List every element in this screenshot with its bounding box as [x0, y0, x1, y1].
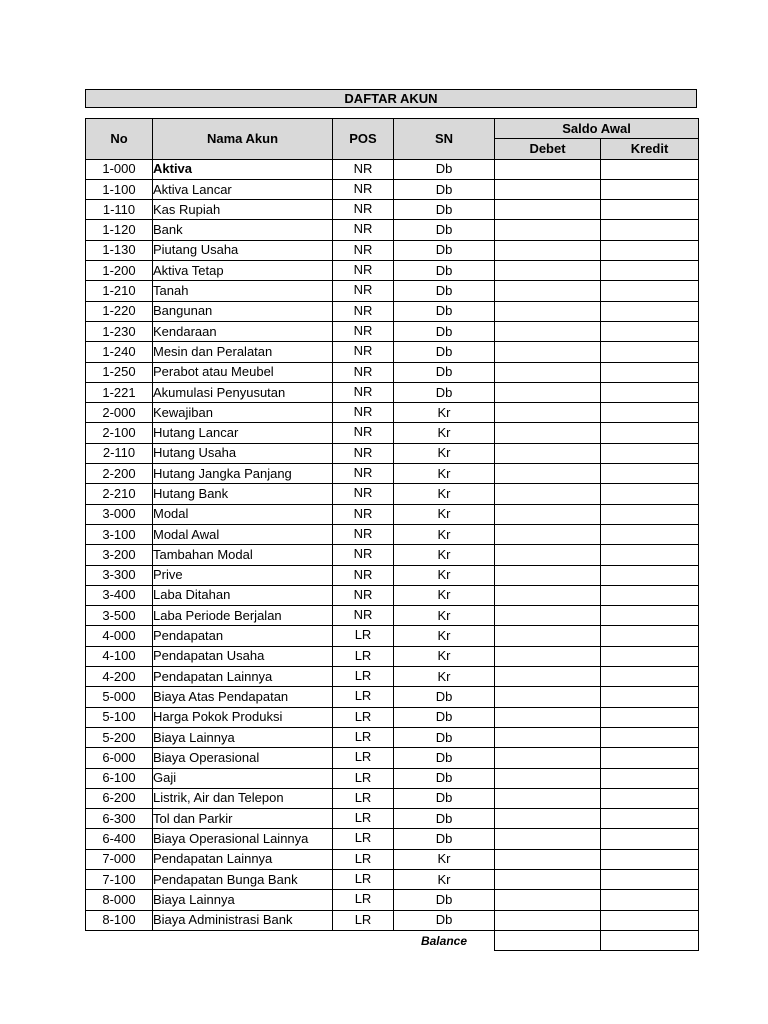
account-pos-cell: LR — [333, 768, 394, 788]
account-no-cell: 2-110 — [86, 443, 153, 463]
kredit-input-cell[interactable] — [601, 667, 699, 687]
account-pos-cell: NR — [333, 606, 394, 626]
debet-input-cell[interactable] — [495, 809, 601, 829]
account-table — [85, 118, 699, 951]
account-name-cell: Biaya Lainnya — [153, 727, 333, 747]
account-sn-cell: Db — [394, 687, 495, 707]
debet-input-cell[interactable] — [495, 849, 601, 869]
account-pos-cell: NR — [333, 484, 394, 504]
table-row — [86, 403, 699, 423]
account-name-cell: Bangunan — [153, 301, 333, 321]
debet-input-cell[interactable] — [495, 626, 601, 646]
account-no-cell: 8-100 — [86, 910, 153, 930]
kredit-input-cell[interactable] — [601, 321, 699, 341]
account-no-cell: 5-200 — [86, 727, 153, 747]
debet-input-cell[interactable] — [495, 382, 601, 402]
account-sn-cell: Kr — [394, 504, 495, 524]
account-no-cell: 4-100 — [86, 646, 153, 666]
account-no-cell: 1-000 — [86, 159, 153, 179]
kredit-input-cell[interactable] — [601, 869, 699, 889]
kredit-input-cell[interactable] — [601, 606, 699, 626]
debet-input-cell[interactable] — [495, 606, 601, 626]
table-row — [86, 768, 699, 788]
account-name-cell: Modal — [153, 504, 333, 524]
kredit-input-cell[interactable] — [601, 545, 699, 565]
account-name-cell: Biaya Atas Pendapatan — [153, 687, 333, 707]
account-pos-cell: NR — [333, 423, 394, 443]
account-pos-cell: NR — [333, 504, 394, 524]
debet-input-cell[interactable] — [495, 443, 601, 463]
table-row — [86, 809, 699, 829]
account-pos-cell: NR — [333, 240, 394, 260]
account-no-cell: 1-250 — [86, 362, 153, 382]
account-sn-cell: Kr — [394, 443, 495, 463]
table-row — [86, 849, 699, 869]
debet-input-cell[interactable] — [495, 464, 601, 484]
kredit-input-cell[interactable] — [601, 281, 699, 301]
table-row — [86, 220, 699, 240]
kredit-input-cell[interactable] — [601, 159, 699, 179]
account-name-cell: Piutang Usaha — [153, 240, 333, 260]
account-no-cell: 5-000 — [86, 687, 153, 707]
account-no-cell: 2-200 — [86, 464, 153, 484]
account-no-cell: 1-100 — [86, 179, 153, 199]
account-rows — [86, 159, 699, 930]
account-no-cell: 8-000 — [86, 890, 153, 910]
account-no-cell: 6-100 — [86, 768, 153, 788]
kredit-input-cell[interactable] — [601, 646, 699, 666]
debet-input-cell[interactable] — [495, 565, 601, 585]
debet-input-cell[interactable] — [495, 484, 601, 504]
table-row — [86, 646, 699, 666]
account-no-cell: 3-200 — [86, 545, 153, 565]
table-row — [86, 829, 699, 849]
kredit-input-cell[interactable] — [601, 443, 699, 463]
account-no-cell: 3-400 — [86, 585, 153, 605]
debet-input-cell[interactable] — [495, 504, 601, 524]
account-no-cell: 1-130 — [86, 240, 153, 260]
account-sn-cell: Db — [394, 727, 495, 747]
account-sn-cell: Db — [394, 890, 495, 910]
debet-input-cell[interactable] — [495, 545, 601, 565]
kredit-input-cell[interactable] — [601, 484, 699, 504]
account-no-cell: 2-210 — [86, 484, 153, 504]
account-pos-cell: LR — [333, 727, 394, 747]
account-sn-cell: Kr — [394, 585, 495, 605]
kredit-input-cell[interactable] — [601, 382, 699, 402]
account-no-cell: 3-300 — [86, 565, 153, 585]
account-name-cell: Pendapatan Bunga Bank — [153, 869, 333, 889]
account-pos-cell: LR — [333, 707, 394, 727]
account-name-cell: Biaya Administrasi Bank — [153, 910, 333, 930]
debet-input-cell[interactable] — [495, 585, 601, 605]
account-pos-cell: NR — [333, 464, 394, 484]
account-sn-cell: Db — [394, 748, 495, 768]
account-sn-cell: Db — [394, 342, 495, 362]
account-sn-cell: Db — [394, 159, 495, 179]
account-name-cell: Biaya Operasional Lainnya — [153, 829, 333, 849]
account-no-cell: 7-100 — [86, 869, 153, 889]
account-sn-cell: Db — [394, 261, 495, 281]
debet-input-cell[interactable] — [495, 281, 601, 301]
account-sn-cell: Db — [394, 301, 495, 321]
account-pos-cell: NR — [333, 443, 394, 463]
account-sn-cell: Db — [394, 788, 495, 808]
account-sn-cell: Db — [394, 321, 495, 341]
account-pos-cell: NR — [333, 403, 394, 423]
account-name-cell: Aktiva Tetap — [153, 261, 333, 281]
debet-input-cell[interactable] — [495, 261, 601, 281]
account-no-cell: 1-120 — [86, 220, 153, 240]
account-pos-cell: LR — [333, 869, 394, 889]
kredit-input-cell[interactable] — [601, 342, 699, 362]
debet-input-cell[interactable] — [495, 748, 601, 768]
account-name-cell: Perabot atau Meubel — [153, 362, 333, 382]
account-name-cell: Hutang Jangka Panjang — [153, 464, 333, 484]
debet-input-cell[interactable] — [495, 403, 601, 423]
account-name-cell: Gaji — [153, 768, 333, 788]
debet-input-cell[interactable] — [495, 362, 601, 382]
debet-input-cell[interactable] — [495, 423, 601, 443]
table-row — [86, 301, 699, 321]
account-name-cell: Tambahan Modal — [153, 545, 333, 565]
account-name-cell: Biaya Operasional — [153, 748, 333, 768]
account-sn-cell: Db — [394, 809, 495, 829]
table-row — [86, 423, 699, 443]
balance-spacer — [86, 930, 153, 950]
account-pos-cell: LR — [333, 748, 394, 768]
balance-spacer — [153, 930, 333, 950]
account-name-cell: Bank — [153, 220, 333, 240]
debet-input-cell[interactable] — [495, 890, 601, 910]
header-nama-akun: Nama Akun — [153, 119, 333, 160]
kredit-input-cell[interactable] — [601, 829, 699, 849]
account-pos-cell: NR — [333, 524, 394, 544]
account-no-cell: 1-230 — [86, 321, 153, 341]
debet-input-cell[interactable] — [495, 179, 601, 199]
account-pos-cell: LR — [333, 687, 394, 707]
kredit-input-cell[interactable] — [601, 220, 699, 240]
table-row — [86, 910, 699, 930]
debet-input-cell[interactable] — [495, 869, 601, 889]
kredit-input-cell[interactable] — [601, 565, 699, 585]
account-sn-cell: Db — [394, 200, 495, 220]
debet-input-cell[interactable] — [495, 524, 601, 544]
table-row — [86, 545, 699, 565]
table-row — [86, 504, 699, 524]
table-row — [86, 362, 699, 382]
kredit-input-cell[interactable] — [601, 849, 699, 869]
account-no-cell: 6-300 — [86, 809, 153, 829]
kredit-input-cell[interactable] — [601, 890, 699, 910]
account-name-cell: Harga Pokok Produksi — [153, 707, 333, 727]
account-no-cell: 1-221 — [86, 382, 153, 402]
account-name-cell: Hutang Usaha — [153, 443, 333, 463]
account-no-cell: 1-110 — [86, 200, 153, 220]
account-no-cell: 2-100 — [86, 423, 153, 443]
account-pos-cell: NR — [333, 261, 394, 281]
account-no-cell: 6-400 — [86, 829, 153, 849]
kredit-input-cell[interactable] — [601, 362, 699, 382]
debet-input-cell[interactable] — [495, 220, 601, 240]
kredit-input-cell[interactable] — [601, 423, 699, 443]
header-sn: SN — [394, 119, 495, 160]
account-sn-cell: Kr — [394, 606, 495, 626]
kredit-input-cell[interactable] — [601, 809, 699, 829]
account-sn-cell: Kr — [394, 423, 495, 443]
account-no-cell: 3-100 — [86, 524, 153, 544]
header-kredit: Kredit — [601, 139, 699, 159]
table-row — [86, 240, 699, 260]
debet-input-cell[interactable] — [495, 667, 601, 687]
account-pos-cell: LR — [333, 788, 394, 808]
table-row — [86, 261, 699, 281]
account-name-cell: Kas Rupiah — [153, 200, 333, 220]
account-sn-cell: Kr — [394, 524, 495, 544]
account-no-cell: 3-500 — [86, 606, 153, 626]
account-name-cell: Prive — [153, 565, 333, 585]
table-row — [86, 464, 699, 484]
balance-debet-cell[interactable] — [495, 930, 601, 950]
debet-input-cell[interactable] — [495, 829, 601, 849]
table-row — [86, 159, 699, 179]
account-pos-cell: LR — [333, 849, 394, 869]
balance-kredit-cell[interactable] — [601, 930, 699, 950]
account-no-cell: 2-000 — [86, 403, 153, 423]
account-sn-cell: Db — [394, 240, 495, 260]
table-row — [86, 321, 699, 341]
debet-input-cell[interactable] — [495, 707, 601, 727]
kredit-input-cell[interactable] — [601, 240, 699, 260]
account-sn-cell: Db — [394, 220, 495, 240]
debet-input-cell[interactable] — [495, 321, 601, 341]
debet-input-cell[interactable] — [495, 768, 601, 788]
kredit-input-cell[interactable] — [601, 626, 699, 646]
kredit-input-cell[interactable] — [601, 504, 699, 524]
account-sn-cell: Db — [394, 910, 495, 930]
account-pos-cell: NR — [333, 565, 394, 585]
debet-input-cell[interactable] — [495, 727, 601, 747]
account-pos-cell: LR — [333, 626, 394, 646]
account-name-cell: Laba Periode Berjalan — [153, 606, 333, 626]
account-no-cell: 6-000 — [86, 748, 153, 768]
account-name-cell: Pendapatan — [153, 626, 333, 646]
account-pos-cell: LR — [333, 667, 394, 687]
header-no: No — [86, 119, 153, 160]
kredit-input-cell[interactable] — [601, 179, 699, 199]
header-pos: POS — [333, 119, 394, 160]
account-no-cell: 5-100 — [86, 707, 153, 727]
table-row — [86, 707, 699, 727]
account-no-cell: 4-000 — [86, 626, 153, 646]
kredit-input-cell[interactable] — [601, 748, 699, 768]
kredit-input-cell[interactable] — [601, 687, 699, 707]
debet-input-cell[interactable] — [495, 788, 601, 808]
page-title: DAFTAR AKUN — [85, 89, 697, 108]
account-sn-cell: Kr — [394, 565, 495, 585]
account-pos-cell: NR — [333, 220, 394, 240]
account-name-cell: Laba Ditahan — [153, 585, 333, 605]
account-sn-cell: Db — [394, 362, 495, 382]
account-pos-cell: NR — [333, 281, 394, 301]
debet-input-cell[interactable] — [495, 200, 601, 220]
account-name-cell: Modal Awal — [153, 524, 333, 544]
balance-row — [86, 930, 699, 950]
account-sn-cell: Kr — [394, 545, 495, 565]
account-pos-cell: NR — [333, 159, 394, 179]
kredit-input-cell[interactable] — [601, 585, 699, 605]
account-name-cell: Pendapatan Lainnya — [153, 667, 333, 687]
kredit-input-cell[interactable] — [601, 727, 699, 747]
account-no-cell: 3-000 — [86, 504, 153, 524]
debet-input-cell[interactable] — [495, 240, 601, 260]
table-row — [86, 524, 699, 544]
account-pos-cell: LR — [333, 809, 394, 829]
account-no-cell: 1-200 — [86, 261, 153, 281]
account-name-cell: Biaya Lainnya — [153, 890, 333, 910]
account-name-cell: Hutang Lancar — [153, 423, 333, 443]
account-no-cell: 1-210 — [86, 281, 153, 301]
kredit-input-cell[interactable] — [601, 200, 699, 220]
account-sn-cell: Db — [394, 829, 495, 849]
debet-input-cell[interactable] — [495, 646, 601, 666]
account-sn-cell: Kr — [394, 869, 495, 889]
account-name-cell: Akumulasi Penyusutan — [153, 382, 333, 402]
table-row — [86, 890, 699, 910]
account-name-cell: Aktiva Lancar — [153, 179, 333, 199]
table-row — [86, 788, 699, 808]
account-no-cell: 4-200 — [86, 667, 153, 687]
table-row — [86, 565, 699, 585]
table-row — [86, 667, 699, 687]
account-no-cell: 6-200 — [86, 788, 153, 808]
account-sn-cell: Db — [394, 768, 495, 788]
account-no-cell: 1-240 — [86, 342, 153, 362]
account-pos-cell: NR — [333, 585, 394, 605]
account-pos-cell: LR — [333, 910, 394, 930]
account-pos-cell: NR — [333, 382, 394, 402]
kredit-input-cell[interactable] — [601, 403, 699, 423]
kredit-input-cell[interactable] — [601, 910, 699, 930]
account-pos-cell: NR — [333, 200, 394, 220]
table-row — [86, 869, 699, 889]
table-row — [86, 626, 699, 646]
table-row — [86, 342, 699, 362]
account-no-cell: 7-000 — [86, 849, 153, 869]
account-pos-cell: NR — [333, 545, 394, 565]
account-name-cell: Mesin dan Peralatan — [153, 342, 333, 362]
account-pos-cell: NR — [333, 321, 394, 341]
debet-input-cell[interactable] — [495, 687, 601, 707]
table-row — [86, 382, 699, 402]
table-row — [86, 443, 699, 463]
table-row — [86, 200, 699, 220]
account-pos-cell: LR — [333, 829, 394, 849]
table-row — [86, 748, 699, 768]
account-pos-cell: NR — [333, 301, 394, 321]
account-pos-cell: NR — [333, 179, 394, 199]
kredit-input-cell[interactable] — [601, 524, 699, 544]
account-pos-cell: LR — [333, 646, 394, 666]
account-name-cell: Aktiva — [153, 159, 333, 179]
account-sn-cell: Kr — [394, 484, 495, 504]
account-name-cell: Kewajiban — [153, 403, 333, 423]
kredit-input-cell[interactable] — [601, 261, 699, 281]
account-name-cell: Kendaraan — [153, 321, 333, 341]
debet-input-cell[interactable] — [495, 910, 601, 930]
account-sn-cell: Kr — [394, 667, 495, 687]
account-sn-cell: Db — [394, 382, 495, 402]
account-sn-cell: Db — [394, 707, 495, 727]
account-sn-cell: Kr — [394, 626, 495, 646]
account-name-cell: Pendapatan Lainnya — [153, 849, 333, 869]
header-saldo-awal: Saldo Awal — [495, 119, 699, 139]
account-sn-cell: Db — [394, 281, 495, 301]
table-row — [86, 606, 699, 626]
account-name-cell: Pendapatan Usaha — [153, 646, 333, 666]
account-sn-cell: Kr — [394, 646, 495, 666]
debet-input-cell[interactable] — [495, 159, 601, 179]
account-sn-cell: Db — [394, 179, 495, 199]
debet-input-cell[interactable] — [495, 301, 601, 321]
kredit-input-cell[interactable] — [601, 464, 699, 484]
account-sn-cell: Kr — [394, 464, 495, 484]
account-name-cell: Hutang Bank — [153, 484, 333, 504]
account-no-cell: 1-220 — [86, 301, 153, 321]
table-row — [86, 484, 699, 504]
table-row — [86, 585, 699, 605]
account-name-cell: Listrik, Air dan Telepon — [153, 788, 333, 808]
kredit-input-cell[interactable] — [601, 301, 699, 321]
debet-input-cell[interactable] — [495, 342, 601, 362]
table-row — [86, 687, 699, 707]
kredit-input-cell[interactable] — [601, 788, 699, 808]
account-pos-cell: LR — [333, 890, 394, 910]
account-sn-cell: Kr — [394, 403, 495, 423]
header-debet: Debet — [495, 139, 601, 159]
account-pos-cell: NR — [333, 342, 394, 362]
balance-label: Balance — [420, 933, 467, 948]
account-sn-cell: Kr — [394, 849, 495, 869]
table-row — [86, 179, 699, 199]
table-row — [86, 281, 699, 301]
kredit-input-cell[interactable] — [601, 707, 699, 727]
table-row — [86, 727, 699, 747]
account-name-cell: Tol dan Parkir — [153, 809, 333, 829]
account-pos-cell: NR — [333, 362, 394, 382]
account-name-cell: Tanah — [153, 281, 333, 301]
kredit-input-cell[interactable] — [601, 768, 699, 788]
